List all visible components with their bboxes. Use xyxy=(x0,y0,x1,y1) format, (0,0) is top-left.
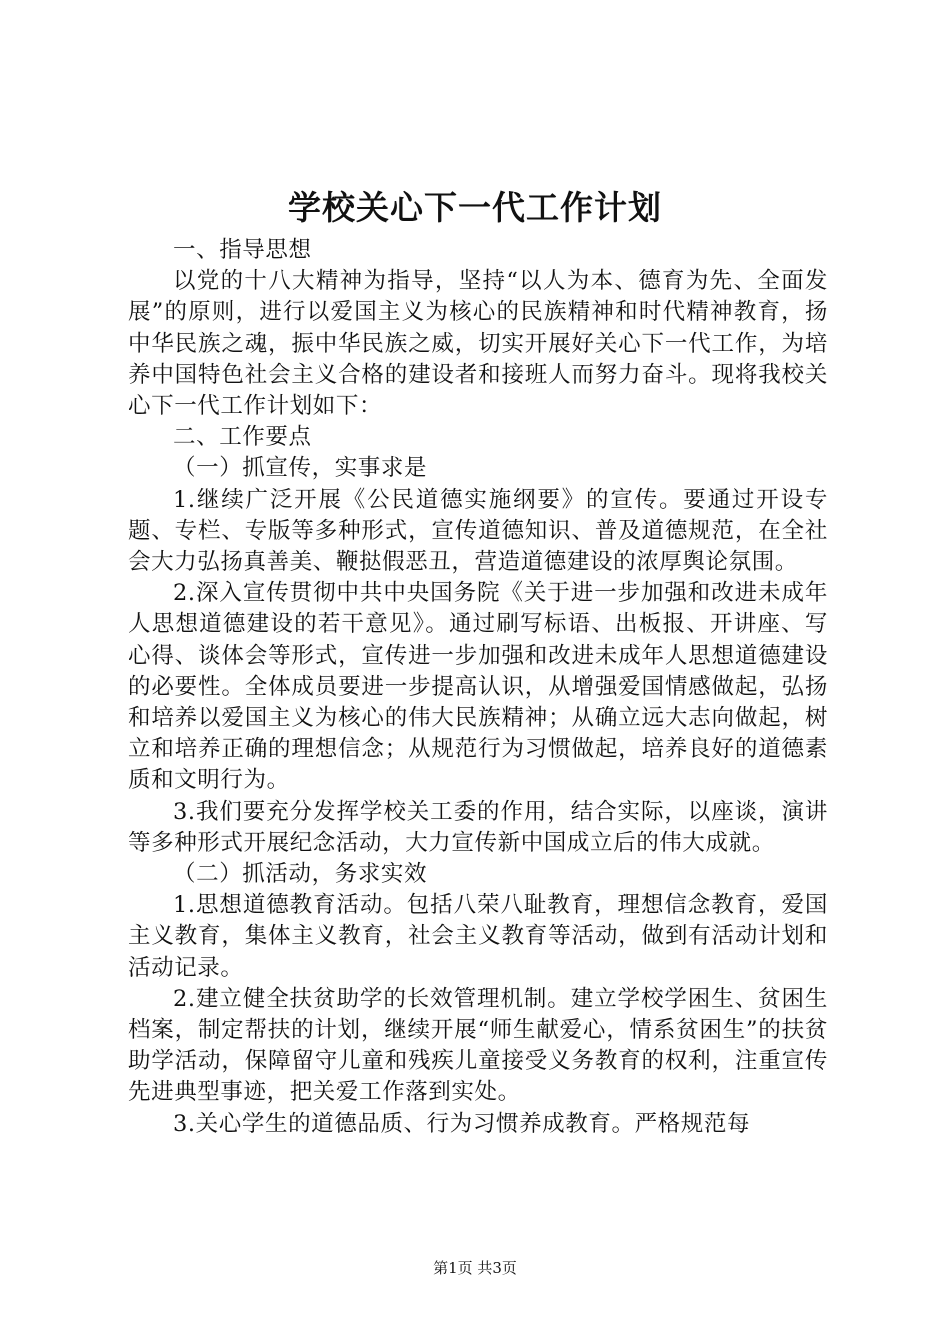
document-title: 学校关心下一代工作计划 xyxy=(288,188,662,227)
section-heading-guiding-ideology: 一、指导思想 xyxy=(173,237,312,263)
paragraph-publicity-1: 1.继续广泛开展《公民道德实施纲要》的宣传。要通过开设专题、专栏、专版等多种形式，宣传道德知识、普及道德规范，在全社会大力弘扬真善美、鞭挞假恶丑，营造道德建设的浓厚舆论氛围。 xyxy=(128,486,828,576)
paragraph-publicity-3: 3.我们要充分发挥学校关工委的作用，结合实际，以座谈，演讲等多种形式开展纪念活动，大力宣传新中国成立后的伟大成就。 xyxy=(128,798,828,856)
subsection-heading-publicity: （一）抓宣传，实事求是 xyxy=(173,455,428,482)
paragraph-guiding-ideology: 以党的十八大精神为指导，坚持“以人为本、德育为先、全面发展”的原则，进行以爱国主义为核心的民族精神和时代精神教育，扬中华民族之魂，振中华民族之威，切实开展好关心下一代工作，为培养中国特色社会主义合格的建设者和接班人而努力奋斗。现将我校关心下一代工作计划如下： xyxy=(128,268,828,420)
paragraph-activities-1: 1.思想道德教育活动。包括八荣八耻教育，理想信念教育，爱国主义教育，集体主义教育，社会主义教育等活动，做到有活动计划和活动记录。 xyxy=(128,892,828,981)
page-footer: 第1页 共3页 xyxy=(433,1259,517,1277)
paragraph-publicity-2: 2.深入宣传贯彻中共中央国务院《关于进一步加强和改进未成年人思想道德建设的若干意见》。通过刷写标语、出板报、开讲座、写心得、谈体会等形式，宣传进一步加强和改进未成年人思想道德建设的必要性。全体成员要进一步提高认识，从增强爱国情感做起，弘扬和培养以爱国主义为核心的伟大民族精神；从确立远大志向做起，树立和培养正确的理想信念；从规范行为习惯做起，培养良好的道德素质和文明行为。 xyxy=(128,580,828,794)
paragraph-activities-2: 2.建立健全扶贫助学的长效管理机制。建立学校学困生、贫困生档案，制定帮扶的计划，继续开展“师生献爱心，情系贫困生”的扶贫助学活动，保障留守儿童和残疾儿童接受义务教育的权利，注重宣传先进典型事迹，把关爱工作落到实处。 xyxy=(128,985,828,1106)
section-heading-work-points: 二、工作要点 xyxy=(173,424,312,451)
subsection-heading-activities: （二）抓活动，务求实效 xyxy=(173,861,428,888)
document-body xyxy=(128,235,828,1140)
paragraph-activities-3: 3.关心学生的道德品质、行为习惯养成教育。严格规范每 xyxy=(173,1110,751,1137)
